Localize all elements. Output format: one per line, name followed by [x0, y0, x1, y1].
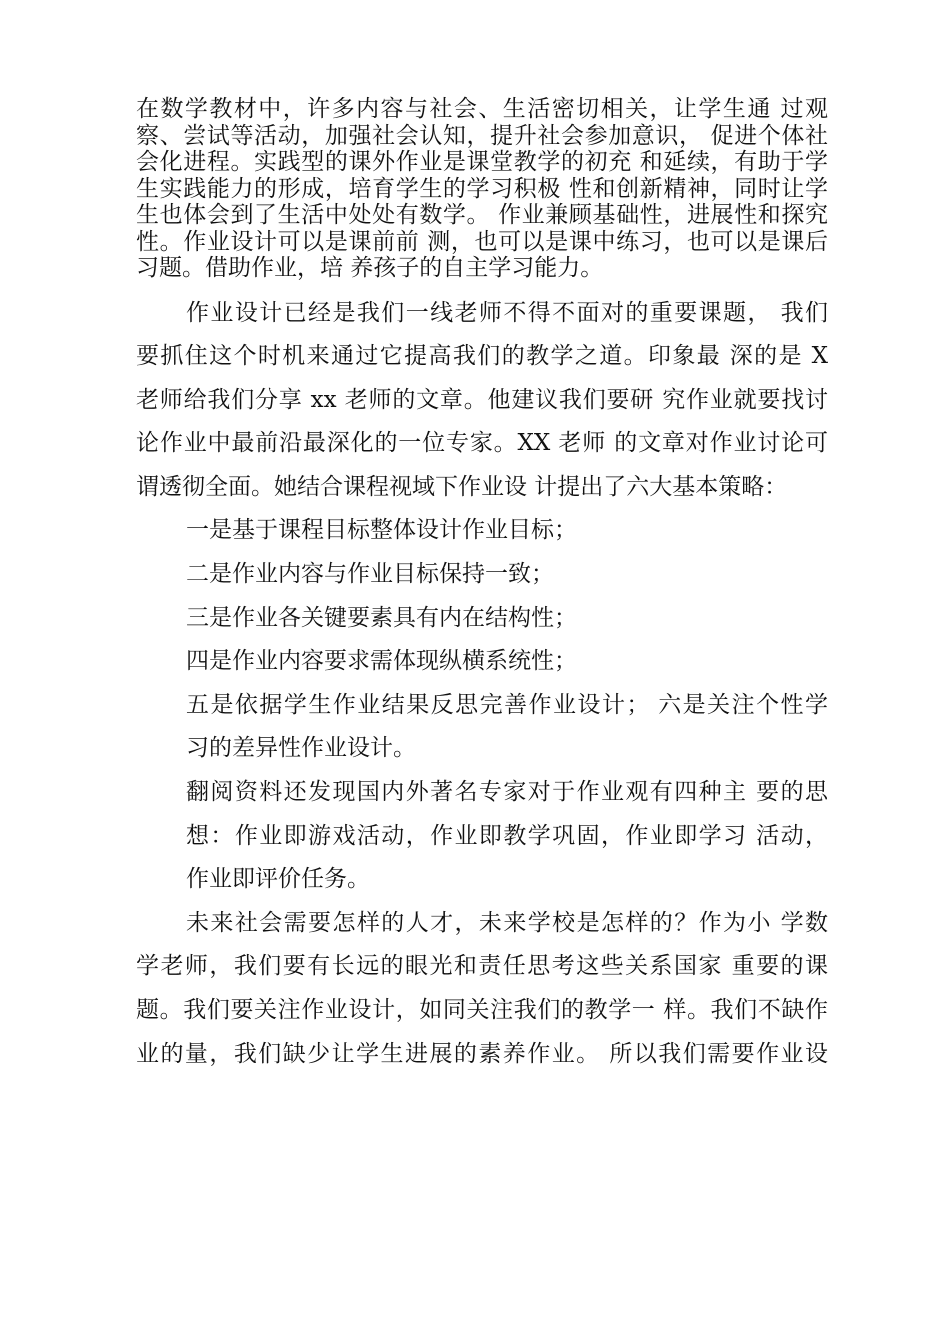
list-item: 三是作业各关键要素具有内在结构性；	[186, 604, 577, 631]
text-line: 想：作业即游戏活动，作业即教学巩固，作业即学习 活动，	[186, 822, 828, 849]
paragraph-expert-views	[136, 771, 828, 902]
text-line: 性。作业设计可以是课前前 测，也可以是课中练习，也可以是课后	[136, 228, 828, 255]
list-item: 五是依据学生作业结果反思完善作业设计； 六是关注个性学	[186, 691, 828, 718]
text-line: 论作业中最前沿最深化的一位专家。XX 老师 的文章对作业讨论可	[136, 430, 828, 457]
text-line: 生也体会到了生活中处处有数学。 作业兼顾基础性，进展性和探究	[136, 202, 828, 228]
text-line: 谓透彻全面。她结合课程视域下作业设 计提出了六大基本策略：	[136, 473, 788, 500]
text-line: 业的量，我们缺少让学生进展的素养作业。 所以我们需要作业设	[136, 1040, 828, 1067]
text-line: 察、尝试等活动，加强社会认知，提升社会参加意识， 促进个体社	[136, 122, 828, 149]
text-line: 生实践能力的形成，培育学生的学习积极 性和创新精神，同时让学	[136, 175, 828, 202]
text-line: 习题。借助作业，培 养孩子的自主学习能力。	[136, 255, 604, 281]
text-line: 在数学教材中，许多内容与社会、生活密切相关，让学生通 过观	[136, 96, 828, 122]
text-line: 会化进程。实践型的课外作业是课堂教学的初充 和延续，有助于学	[136, 149, 828, 175]
paragraph-intro	[136, 96, 828, 282]
text-line: 老师给我们分享 xx 老师的文章。他建议我们要研 究作业就要找讨	[136, 386, 828, 413]
text-line: 要抓住这个时机来通过它提高我们的教学之道。印象最 深的是 X	[136, 343, 828, 370]
text-line: 学老师，我们要有长远的眼光和责任思考这些关系国家 重要的课	[136, 953, 828, 980]
text-line: 翻阅资料还发现国内外著名专家对于作业观有四种主 要的思	[186, 779, 828, 806]
list-item: 二是作业内容与作业目标保持一致；	[186, 561, 554, 588]
paragraph-future	[136, 902, 828, 1076]
text-line: 作业设计已经是我们一线老师不得不面对的重要课题， 我们	[186, 299, 828, 326]
text-line: 作业即评价任务。	[186, 866, 370, 893]
strategy-list	[136, 509, 828, 771]
text-line: 题。我们要关注作业设计，如同关注我们的教学一 样。我们不缺作	[136, 997, 828, 1023]
paragraph-homework-design	[136, 292, 828, 510]
list-item: 四是作业内容要求需体现纵横系统性；	[186, 648, 577, 675]
list-item: 一是基于课程目标整体设计作业目标；	[186, 517, 577, 544]
document-page	[136, 96, 828, 1076]
text-line: 未来社会需要怎样的人才，未来学校是怎样的？作为小 学数	[186, 909, 828, 936]
list-item: 习的差异性作业设计。	[186, 735, 416, 762]
